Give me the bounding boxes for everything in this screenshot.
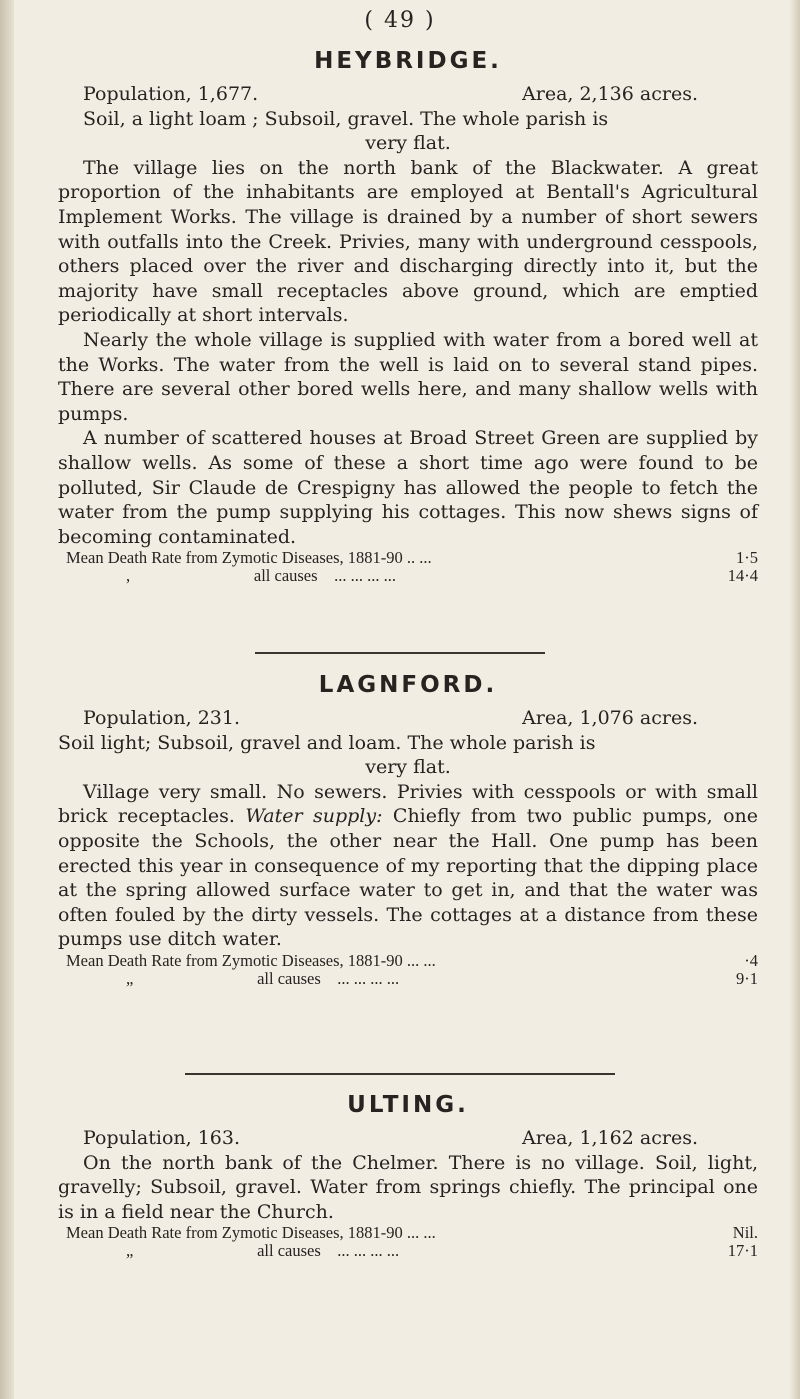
population-area-line — [58, 82, 758, 107]
stat-label: all causes — [257, 1242, 321, 1261]
paragraph: The village lies on the north bank of the Blackwater. A great proportion of the inhabitants are employed at Bentall's Agricultural Implement Works. The village is drained by a number of short sewers with outfalls into the Creek. Privies, many with underground cesspools, others placed over the river and discharging directly into it, but the majority have small receptacles above ground, which are emptied periodically at short intervals. — [58, 156, 758, 327]
soil-line: Soil, a light loam ; Subsoil, gravel. The whole parish is — [83, 107, 609, 130]
paragraph-text: Village very small. No sewers. Privies with cesspools or with small brick receptacles. — [58, 780, 758, 828]
population: Population, 231. — [83, 707, 241, 729]
stat-value: Nil. — [732, 1223, 758, 1243]
stat-label: all causes — [257, 969, 321, 988]
stat-all-causes — [66, 567, 758, 585]
soil-line-continued: very flat. — [365, 132, 451, 155]
stat-label: Mean Death Rate from Zymotic Diseases, 1881-90 — [66, 549, 403, 568]
stat-leader: ... ... ... ... — [334, 567, 396, 586]
soil-line: Soil light; Subsoil, gravel and loam. The whole parish is — [58, 731, 596, 754]
stat-value: 9·1 — [736, 968, 758, 988]
population-area-line — [58, 1126, 758, 1151]
population: Population, 1,677. — [83, 83, 259, 105]
stat-zymotic — [66, 549, 758, 567]
section-title: ULTING. — [347, 1092, 469, 1118]
paragraph — [58, 780, 758, 952]
stat-leader: ... ... — [406, 1224, 436, 1243]
section-divider — [185, 1073, 615, 1075]
population-area-line — [58, 706, 758, 731]
ditto-mark: „ — [126, 969, 134, 988]
paragraph: A number of scattered houses at Broad Street Green are supplied by shallow wells. As some of these a short time ago were found to be polluted, Sir Claude de Crespigny has allowed the people to fetch the water from the pump supplying his cottages. This now shews signs of becoming contaminated. — [58, 427, 758, 548]
area: Area, 1,162 acres. — [522, 1127, 698, 1149]
area: Area, 2,136 acres. — [522, 83, 698, 105]
section-title: LAGNFORD. — [318, 672, 498, 698]
stat-value: ·4 — [744, 950, 758, 970]
stat-leader: ... ... ... ... — [337, 969, 400, 988]
stat-label: Mean Death Rate from Zymotic Diseases, 1881-90 — [66, 951, 403, 970]
stat-label: all causes — [253, 567, 318, 586]
ditto-mark: „ — [126, 1242, 134, 1261]
stat-all-causes — [66, 970, 758, 988]
stat-leader: ... ... ... ... — [337, 1242, 400, 1261]
water-supply-label: Water supply: — [245, 805, 383, 828]
soil-line-continued: very flat. — [365, 756, 451, 779]
section-lagnford — [58, 672, 758, 988]
area: Area, 1,076 acres. — [522, 707, 698, 729]
population: Population, 163. — [83, 1127, 241, 1149]
section-heybridge — [58, 48, 758, 585]
ditto-mark: , — [126, 567, 131, 586]
page-number: ( 49 ) — [364, 8, 436, 33]
stat-leader: .. ... — [406, 549, 432, 568]
stat-zymotic — [66, 952, 758, 970]
stat-all-causes — [66, 1242, 758, 1260]
section-ulting — [58, 1092, 758, 1260]
stat-value: 1·5 — [736, 548, 758, 568]
stat-zymotic — [66, 1224, 758, 1242]
section-title: HEYBRIDGE. — [314, 48, 502, 74]
stat-leader: ... ... — [406, 951, 436, 970]
paragraph-text: Chiefly from two public pumps, one opposite the Schools, the other near the Hall. One pump has been erected this year in consequence of my reporting that the dipping place at the spring allowed surface water to get in, and that the water was often fouled by the dirty vessels. The cottages at a distance from these pumps use ditch water. — [58, 805, 758, 951]
page-edge-right — [790, 0, 800, 1399]
page-edge-left — [0, 0, 14, 1399]
stat-value: 17·1 — [727, 1241, 758, 1261]
paragraph: On the north bank of the Chelmer. There is no village. Soil, light, gravelly; Subsoil, gravel. Water from springs chiefly. The principal one is in a field near the Church. — [58, 1151, 758, 1223]
stat-value: 14·4 — [727, 566, 758, 586]
stat-label: Mean Death Rate from Zymotic Diseases, 1881-90 — [66, 1224, 403, 1243]
section-divider — [255, 652, 545, 654]
paragraph: Nearly the whole village is supplied with water from a bored well at the Works. The water from the well is laid on to several stand pipes. There are several other bored wells here, and many shallow wells with pumps. — [58, 328, 758, 425]
